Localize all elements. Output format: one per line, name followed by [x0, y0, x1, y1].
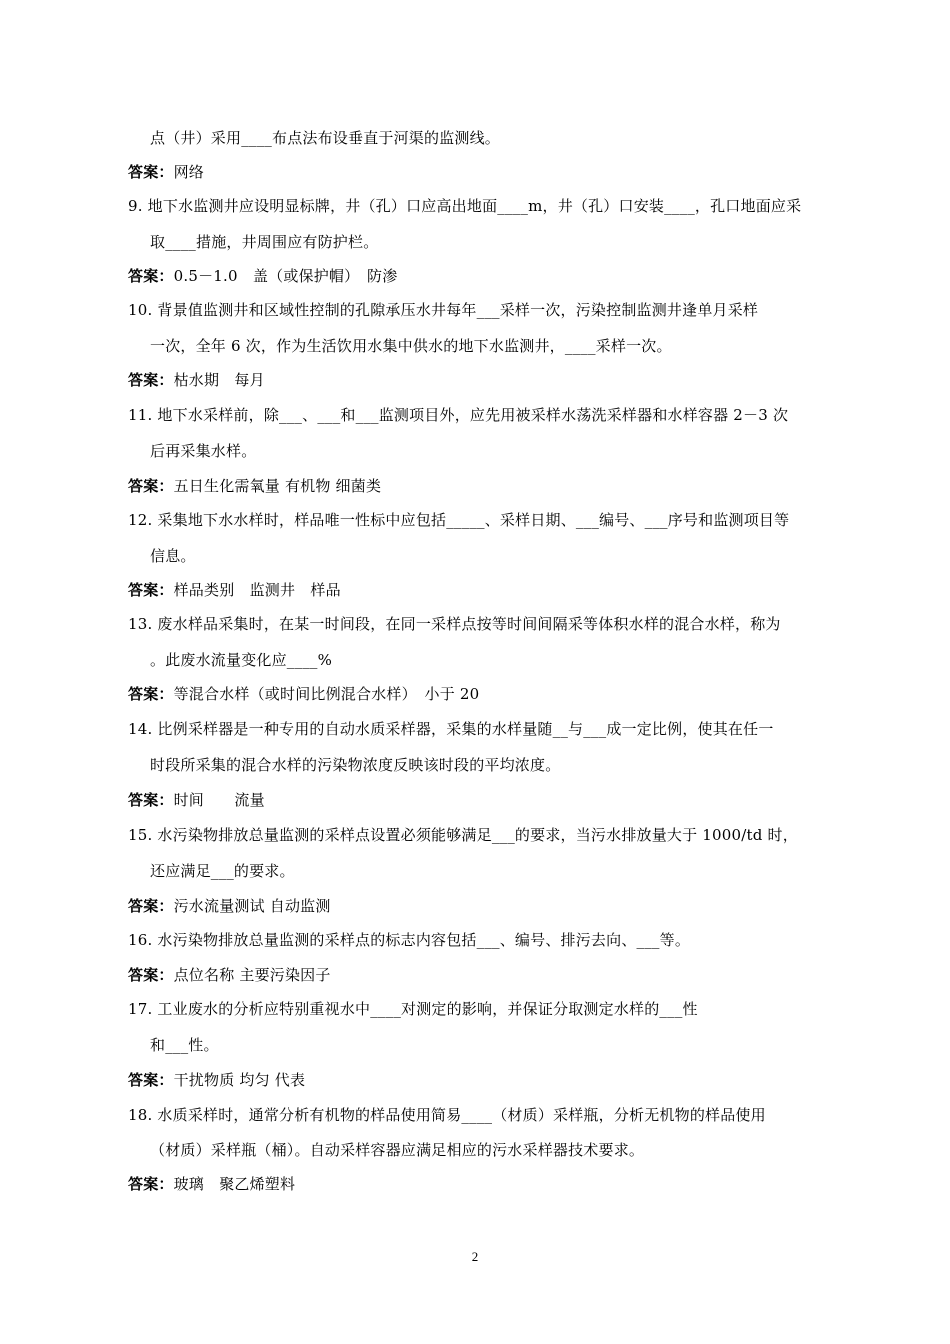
answer-text: 枯水期 每月 — [173, 371, 265, 389]
answer-line — [128, 896, 331, 916]
question-continuation: 取____措施，井周围应有防护栏。 — [150, 233, 379, 251]
answer-label: 答案： — [128, 267, 174, 285]
answer-text: 点位名称 主要污染因子 — [173, 966, 331, 984]
answer-line — [128, 162, 204, 182]
answer-line — [128, 965, 331, 985]
question-line: 13. 废水样品采集时，在某一时间段，在同一采样点按等时间间隔采等体积水样的混合水样，称为 — [128, 615, 781, 633]
answer-line — [128, 266, 397, 286]
answer-line — [128, 476, 381, 496]
answer-label: 答案： — [128, 477, 174, 495]
answer-label: 答案： — [128, 163, 174, 181]
answer-label: 答案： — [128, 791, 174, 809]
answer-label: 答案： — [128, 897, 174, 915]
answer-text: 玻璃 聚乙烯塑料 — [173, 1175, 296, 1193]
answer-text: 时间 流量 — [173, 791, 265, 809]
question-line: 15. 水污染物排放总量监测的采样点设置必须能够满足___的要求，当污水排放量大于 1000/td 时， — [128, 826, 798, 844]
page-number: 2 — [471, 1249, 479, 1264]
question-continuation: 还应满足___的要求。 — [150, 862, 295, 880]
question-line: 17. 工业废水的分析应特别重视水中____对测定的影响，并保证分取测定水样的___性 — [128, 1000, 698, 1018]
question-line: 12. 采集地下水水样时，样品唯一性标中应包括_____、采样日期、___编号、___序号和监测项目等 — [128, 511, 790, 529]
answer-text: 五日生化需氧量 有机物 细菌类 — [173, 477, 382, 495]
question-line: 9. 地下水监测井应设明显标牌，井（孔）口应高出地面____m，井（孔）口安装____，孔口地面应采 — [128, 197, 802, 215]
answer-text: 等混合水样（或时间比例混合水样） 小于 20 — [173, 685, 480, 703]
answer-text: 网络 — [173, 163, 205, 181]
question-continuation: 点（井）采用____布点法布设垂直于河渠的监测线。 — [150, 129, 501, 147]
question-line: 14. 比例采样器是一种专用的自动水质采样器，采集的水样量随__与___成一定比例，使其在任一 — [128, 720, 774, 738]
answer-text: 污水流量测试 自动监测 — [173, 897, 331, 915]
answer-text: 0.5－1.0 盖（或保护帽） 防渗 — [173, 267, 398, 285]
answer-label: 答案： — [128, 685, 174, 703]
answer-line — [128, 684, 479, 704]
answer-label: 答案： — [128, 581, 174, 599]
answer-text: 干扰物质 均匀 代表 — [173, 1071, 306, 1089]
question-line: 11. 地下水采样前，除___、___和___监测项目外，应先用被采样水荡洗采样器和水样容器 2－3 次 — [128, 406, 789, 424]
question-line: 18. 水质采样时，通常分析有机物的样品使用简易____（材质）采样瓶，分析无机物的样品使用 — [128, 1106, 766, 1124]
answer-line — [128, 580, 341, 600]
answer-label: 答案： — [128, 1071, 174, 1089]
answer-line — [128, 1174, 295, 1194]
question-continuation: 信息。 — [150, 547, 196, 565]
answer-line — [128, 790, 265, 810]
answer-text: 样品类别 监测井 样品 — [173, 581, 341, 599]
question-line: 10. 背景值监测井和区域性控制的孔隙承压水井每年___采样一次，污染控制监测井逢单月采样 — [128, 301, 759, 319]
question-continuation: （材质）采样瓶（桶）。自动采样容器应满足相应的污水采样器技术要求。 — [150, 1141, 645, 1159]
question-continuation: 时段所采集的混合水样的污染物浓度反映该时段的平均浓度。 — [150, 756, 561, 774]
answer-label: 答案： — [128, 1175, 174, 1193]
answer-label: 答案： — [128, 371, 174, 389]
answer-label: 答案： — [128, 966, 174, 984]
answer-line — [128, 1070, 305, 1090]
question-continuation: 。此废水流量变化应____% — [150, 651, 333, 669]
question-continuation: 后再采集水样。 — [150, 442, 257, 460]
question-continuation: 和___性。 — [150, 1036, 219, 1054]
question-line: 16. 水污染物排放总量监测的采样点的标志内容包括___、编号、排污去向、___等。 — [128, 931, 691, 949]
answer-line — [128, 370, 265, 390]
question-continuation: 一次，全年 6 次，作为生活饮用水集中供水的地下水监测井，____采样一次。 — [150, 337, 672, 355]
